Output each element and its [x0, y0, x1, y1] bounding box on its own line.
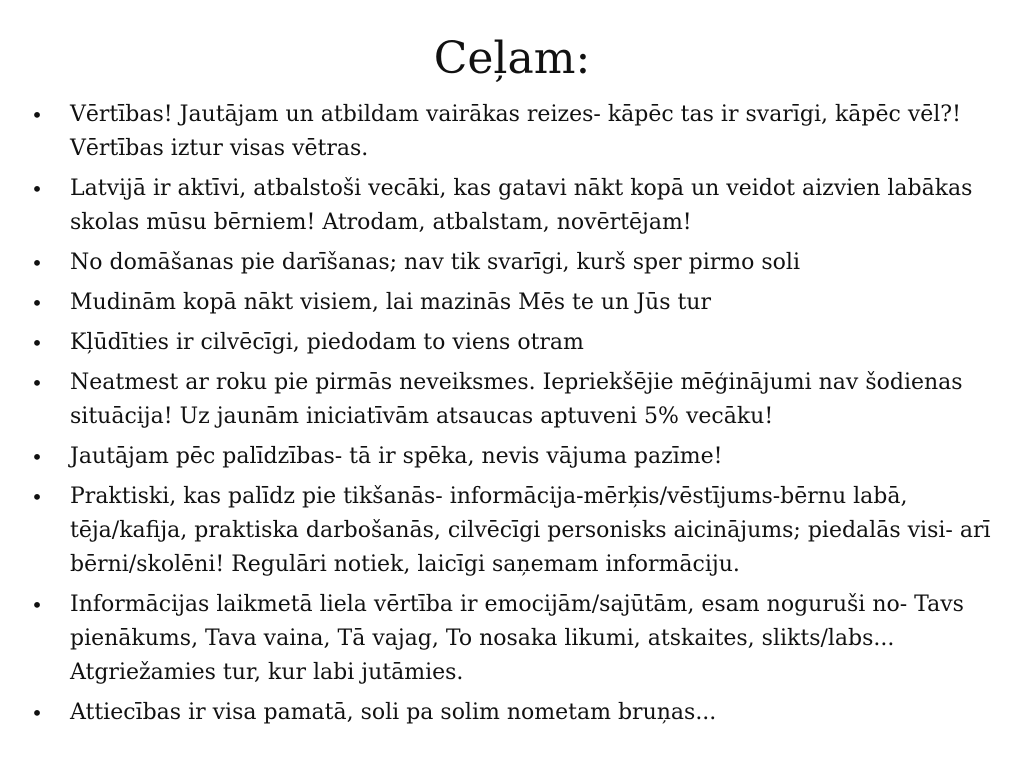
list-item — [30, 588, 992, 690]
list-item-text: Informācijas laikmetā liela vērtība ir emocijām/sajūtām, esam noguruši no- Tavs pienākums, Tava vaina, Tā vajag, To nosaka likumi, atskaites, slikts/labs... Atgriežamies tur, kur labi jutāmies. — [70, 592, 964, 685]
bullet-icon: • — [31, 445, 43, 469]
bullet-icon: • — [31, 485, 43, 509]
list-item-text: Attiecības ir visa pamatā, soli pa solim nometam bruņas... — [70, 700, 717, 725]
list-item — [30, 696, 992, 730]
bullet-list — [30, 98, 992, 736]
list-item — [30, 172, 992, 240]
bullet-icon: • — [31, 251, 43, 275]
list-item-text: Jautājam pēc palīdzības- tā ir spēka, nevis vājuma pazīme! — [70, 444, 723, 469]
list-item-text: Vērtības! Jautājam un atbildam vairākas reizes- kāpēc tas ir svarīgi, kāpēc vēl?! Vērtības iztur visas vētras. — [70, 102, 961, 161]
list-item-text: Kļūdīties ir cilvēcīgi, piedodam to viens otram — [70, 330, 584, 355]
bullet-icon: • — [31, 593, 43, 617]
list-item — [30, 366, 992, 434]
bullet-icon: • — [31, 331, 43, 355]
bullet-icon: • — [31, 701, 43, 725]
bullet-icon: • — [31, 371, 43, 395]
list-item-text: Latvijā ir aktīvi, atbalstoši vecāki, kas gatavi nākt kopā un veidot aizvien labākas skolas mūsu bērniem! Atrodam, atbalstam, novērtējam! — [70, 176, 973, 235]
bullet-icon: • — [31, 291, 43, 315]
list-item-text: Neatmest ar roku pie pirmās neveiksmes. Iepriekšējie mēģinājumi nav šodienas situācija! Uz jaunām iniciatīvām atsaucas aptuveni 5% vecāku! — [70, 370, 963, 429]
bullet-icon: • — [31, 177, 43, 201]
list-item — [30, 440, 992, 474]
list-item-text: Praktiski, kas palīdz pie tikšanās- informācija-mērķis/vēstījums-bērnu labā, tēja/kafija, praktiska darbošanās, cilvēcīgi personisks aicinājums; piedalās visi- arī bērni/skolēni! Regulāri notiek, laicīgi saņemam informāciju. — [70, 484, 991, 577]
list-item — [30, 98, 992, 166]
list-item — [30, 286, 992, 320]
list-item — [30, 480, 992, 582]
list-item — [30, 246, 992, 280]
list-item-text: No domāšanas pie darīšanas; nav tik svarīgi, kurš sper pirmo soli — [70, 250, 800, 275]
list-item-text: Mudinām kopā nākt visiem, lai mazinās Mēs te un Jūs tur — [70, 290, 711, 315]
slide-title: Ceļam: — [433, 33, 591, 84]
list-item — [30, 326, 992, 360]
bullet-icon: • — [31, 103, 43, 127]
